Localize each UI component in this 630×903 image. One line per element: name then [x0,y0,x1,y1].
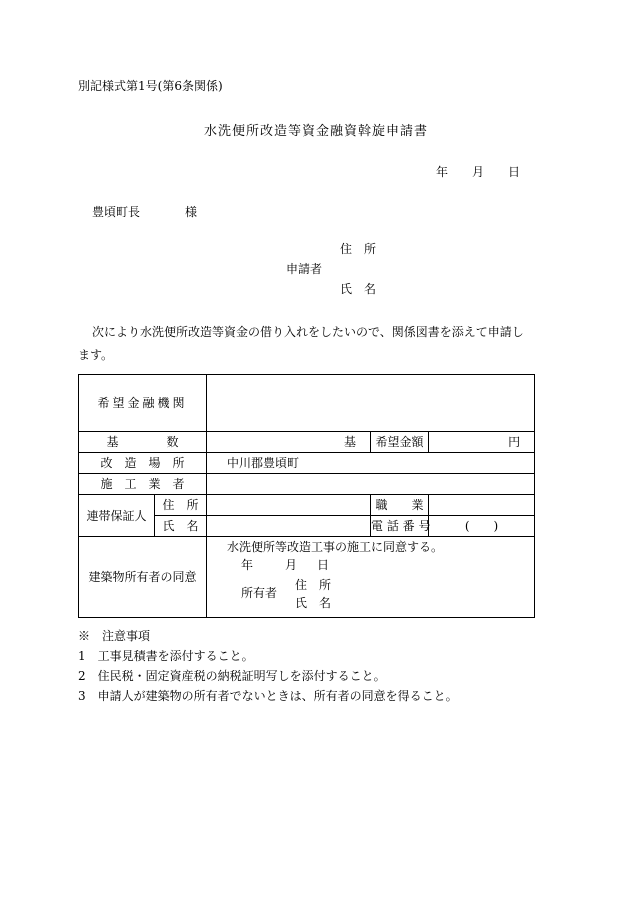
addressee-honorific: 様 [185,205,198,219]
owner-name-label: 氏 名 [295,596,332,610]
owner-address-label: 住 所 [295,578,332,592]
location-value[interactable]: 中川郡豊頃町 [207,453,535,474]
consent-date-day: 日 [317,558,330,572]
date-year: 年 [436,165,449,179]
note-item: 3 申請人が建築物の所有者でないときは、所有者の同意を得ること。 [78,689,458,703]
consent-date-year: 年 [241,558,254,572]
note-item: 2 住民税・固定資産税の納税証明写しを添付すること。 [78,669,386,683]
amount-unit[interactable]: 円 [429,432,535,453]
document-title: 水洗便所改造等資金融資斡旋申請書 [204,124,429,139]
consent-text: 水洗便所等改造工事の施工に同意する。 [227,540,444,554]
bank-field[interactable] [207,375,535,432]
form-number: 別記様式第1号(第6条関係) [78,79,223,93]
phone-label: 電 話 番 号 [371,516,429,537]
guarantor-label: 連帯保証人 [79,495,155,537]
body-text-line2: ます。 [78,348,114,362]
amount-label: 希望金額 [371,432,429,453]
contractor-field[interactable] [207,474,535,495]
contractor-label: 施 工 業 者 [79,474,207,495]
application-table [78,374,535,618]
notes-heading: ※ 注意事項 [78,629,151,643]
occupation-label: 職 業 [371,495,429,516]
owner-consent-label: 建築物所有者の同意 [79,537,207,618]
date-day: 日 [508,165,521,179]
note-item: 1 工事見積書を添付すること。 [78,649,254,663]
guarantor-address-label: 住 所 [155,495,207,516]
consent-date-month: 月 [285,558,298,572]
bank-label: 希望金融機関 [79,375,207,432]
guarantor-name-label: 氏 名 [155,516,207,537]
count-unit[interactable]: 基 [207,432,371,453]
guarantor-name-field[interactable] [207,516,371,537]
applicant-role: 申請者 [286,262,323,276]
owner-consent-cell [207,537,535,618]
body-text-line1: 次により水洗便所改造等資金の借り入れをしたいので、関係図書を添えて申請し [92,325,524,339]
guarantor-address-field[interactable] [207,495,371,516]
count-label: 基 数 [79,432,207,453]
owner-label: 所有者 [241,586,278,600]
addressee-name: 豊頃町長 [92,205,141,219]
phone-field[interactable]: ( ) [429,516,535,537]
date-month: 月 [472,165,485,179]
occupation-field[interactable] [429,495,535,516]
location-label: 改 造 場 所 [79,453,207,474]
applicant-address-label: 住 所 [340,242,377,256]
applicant-name-label: 氏 名 [340,282,377,296]
